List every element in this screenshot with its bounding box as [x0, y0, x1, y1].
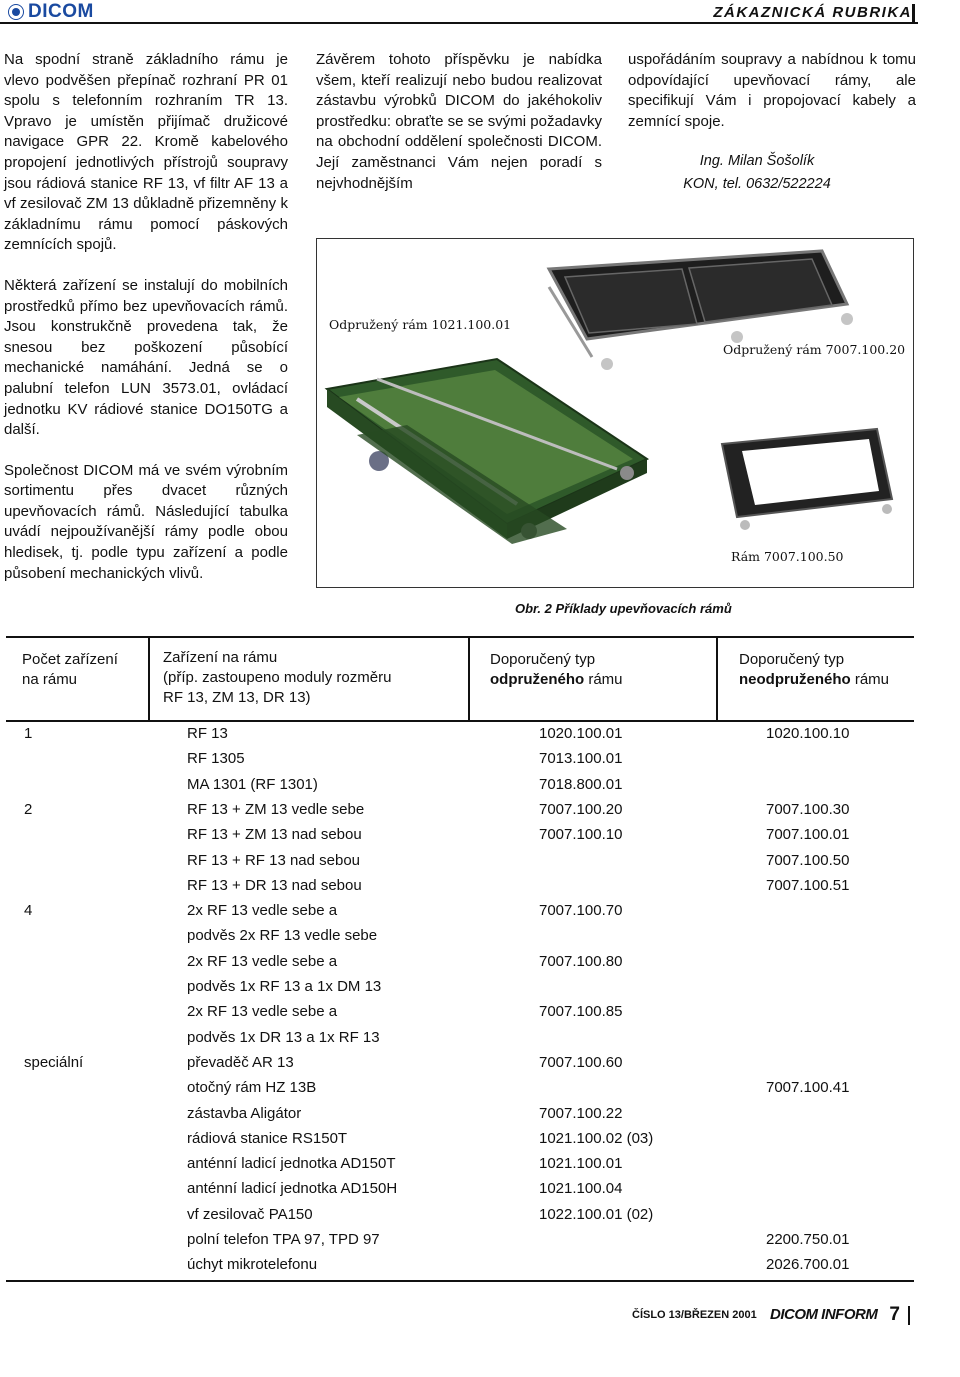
- table-row: [6, 1202, 914, 1227]
- cell-count: 4: [24, 902, 33, 920]
- header-divider: [468, 638, 470, 720]
- frames-illustration: [317, 239, 913, 587]
- cell-device: RF 13 + ZM 13 vedle sebe: [187, 800, 365, 818]
- cell-device: zástavba Aligátor: [187, 1104, 302, 1122]
- column-1: [4, 50, 288, 604]
- cell-sprung: 1022.100.01 (02): [539, 1205, 654, 1223]
- magazine-name: DICOM INFORM: [770, 1306, 878, 1323]
- cell-device: úchyt mikrotelefonu: [187, 1256, 318, 1274]
- cell-unsprung: 1020.100.10: [766, 725, 850, 742]
- col1-paragraph-2: Některá zařízení se instalují do mobilních prostředků přímo bez upevňovacích rámů. Jsou konstrukčně provedena tak, že snesou bez poškození působící mechanické namáhání. Jedná se o palubní telefon LUN 3573.01, ovládací jednotku KV rádiové stanice DO150TG a další.: [4, 276, 288, 439]
- col2-paragraph-1: Závěrem tohoto příspěvku je nabídka všem, kteří realizují nebo budou realizovat zástavbu výrobků DICOM do jakéhokoliv prostředku: obraťte se se svými požadavky na obchodní oddělení společnosti DICOM. Její zaměstnanci Vám nejen poradí s nejvhodnějším: [316, 51, 602, 192]
- table-row: [6, 1050, 914, 1075]
- cell-device: podvěs 1x RF 13 a 1x DM 13: [187, 978, 382, 995]
- table-row: [6, 721, 914, 746]
- cell-sprung: 1021.100.04: [539, 1180, 623, 1198]
- black-single-frame-image: [722, 429, 892, 530]
- header-count: Počet zařízení na rámu: [22, 651, 118, 688]
- cell-sprung: 7007.100.60: [539, 1053, 623, 1071]
- frames-photo: [316, 238, 914, 588]
- cell-device: MA 1301 (RF 1301): [187, 775, 318, 793]
- table-row: [6, 1227, 914, 1252]
- col1-paragraph-3: Společnost DICOM má ve svém výrobním sortimentu přes dvacet různých upevňovacích rámů. Následující tabulka uvádí nejpoužívanější rámy podle obou hledisek, tj. podle typu zařízení a podle působení mechanických vlivů.: [4, 461, 288, 582]
- page-footer: [630, 1306, 912, 1326]
- column-3: [628, 50, 916, 152]
- header-end-bar: [912, 4, 915, 24]
- footer-end-bar: [908, 1306, 910, 1325]
- cell-device: rádiová stanice RS150T: [187, 1129, 348, 1147]
- table-row: [6, 1126, 914, 1151]
- cell-sprung: 1021.100.02 (03): [539, 1129, 654, 1147]
- author-name: Ing. Milan Šošolík: [699, 153, 815, 169]
- cell-sprung: 1020.100.01: [539, 725, 623, 742]
- table-row: [6, 1025, 914, 1050]
- page-number: 7: [889, 1304, 900, 1325]
- label-frame-7007-50: Rám 7007.100.50: [731, 549, 844, 564]
- col1-paragraph-1: Na spodní straně základního rámu je vlevo podvěšen přepínač rozhraní PR 01 spolu s telefonním rozhraním TR 13. Vpravo je umístěn přijímač družicové navigace GPR 22. Kromě kabelového propojení jednotlivých přístrojů soupravy jsou rádiová stanice RF 13, vf filtr AF 13 a vf zesilovač ZM 13 důkladně přizemněny k základnímu rámu pomocí páskových zemnících spojů.: [4, 51, 288, 254]
- cell-count: 2: [24, 800, 33, 818]
- col3-paragraph-1: uspořádáním soupravy a nabídnou k tomu odpovídající upevňovací rámy, ale specifikují Vám i propojovací kabely a zemnící spoje.: [628, 51, 916, 130]
- table-row: [6, 999, 914, 1024]
- cell-count: 1: [24, 725, 33, 742]
- column-2: [316, 50, 602, 214]
- cell-sprung: 7007.100.10: [539, 826, 623, 844]
- cell-device: RF 13 + RF 13 nad sebou: [187, 851, 361, 869]
- table-row: [6, 797, 914, 822]
- table-row: [6, 1252, 914, 1277]
- author-contact: KON, tel. 0632/522224: [683, 176, 831, 192]
- header-unsprung: Doporučený typ neodpruženého rámu: [739, 651, 890, 688]
- header-sprung: Doporučený typ odpruženého rámu: [490, 651, 623, 688]
- cell-device: podvěs 1x DR 13 a 1x RF 13: [187, 1028, 380, 1046]
- cell-device: RF 1305: [187, 750, 245, 768]
- cell-device: RF 13 + DR 13 nad sebou: [187, 876, 362, 894]
- cell-device: RF 13 + ZM 13 nad sebou: [187, 826, 362, 844]
- cell-unsprung: 7007.100.51: [766, 876, 850, 894]
- cell-device: otočný rám HZ 13B: [187, 1079, 317, 1097]
- table-row: [6, 974, 914, 999]
- issue-label: ČÍSLO 13/BŘEZEN 2001: [632, 1309, 757, 1321]
- section-rubric: ZÁKAZNICKÁ RUBRIKA: [713, 4, 912, 21]
- table-row: [6, 822, 914, 847]
- dicom-logo-icon: [8, 4, 24, 20]
- table-row: [6, 898, 914, 923]
- table-header: [6, 636, 914, 722]
- cell-sprung: 7007.100.20: [539, 800, 623, 818]
- cell-unsprung: 2026.700.01: [766, 1256, 850, 1274]
- label-sprung-frame-1021: Odpružený rám 1021.100.01: [329, 317, 512, 332]
- author-signature: [628, 150, 886, 196]
- table-row: [6, 1075, 914, 1100]
- figure-caption: Obr. 2 Příklady upevňovacích rámů: [515, 601, 732, 616]
- table-row: [6, 848, 914, 873]
- table-row: [6, 1151, 914, 1176]
- table-row: [6, 923, 914, 948]
- table-bottom-rule: [6, 1280, 914, 1282]
- table-row: [6, 772, 914, 797]
- cell-device: anténní ladicí jednotka AD150T: [187, 1155, 396, 1173]
- table-row: [6, 949, 914, 974]
- cell-unsprung: 7007.100.30: [766, 800, 850, 818]
- cell-unsprung: 2200.750.01: [766, 1231, 850, 1248]
- header-divider: [148, 638, 150, 720]
- table-row: [6, 746, 914, 771]
- cell-sprung: 7007.100.22: [539, 1104, 623, 1122]
- cell-sprung: 7007.100.70: [539, 902, 623, 920]
- cell-device: 2x RF 13 vedle sebe a: [187, 952, 338, 970]
- dicom-logo-text: DICOM: [28, 1, 94, 22]
- cell-device: podvěs 2x RF 13 vedle sebe: [187, 927, 378, 945]
- cell-device: vf zesilovač PA150: [187, 1205, 313, 1223]
- label-sprung-frame-7007-20: Odpružený rám 7007.100.20: [723, 342, 906, 357]
- cell-device: RF 13: [187, 725, 228, 742]
- cell-unsprung: 7007.100.41: [766, 1079, 850, 1097]
- cell-device: anténní ladicí jednotka AD150H: [187, 1180, 398, 1198]
- header-device: Zařízení na rámu (příp. zastoupeno moduly rozměru RF 13, ZM 13, DR 13): [163, 649, 392, 706]
- cell-sprung: 7007.100.85: [539, 1003, 623, 1021]
- table-row: [6, 1176, 914, 1201]
- cell-device: 2x RF 13 vedle sebe a: [187, 902, 338, 920]
- dicom-logo: [8, 3, 94, 21]
- cell-sprung: 1021.100.01: [539, 1155, 623, 1173]
- cell-unsprung: 7007.100.01: [766, 826, 850, 844]
- cell-sprung: 7013.100.01: [539, 750, 623, 768]
- cell-count: speciální: [24, 1053, 84, 1071]
- frames-table: [6, 636, 914, 1282]
- cell-unsprung: 7007.100.50: [766, 851, 850, 869]
- cell-device: převaděč AR 13: [187, 1053, 294, 1071]
- cell-sprung: 7007.100.80: [539, 952, 623, 970]
- cell-sprung: 7018.800.01: [539, 775, 623, 793]
- cell-device: 2x RF 13 vedle sebe a: [187, 1003, 338, 1021]
- header-rule: [0, 22, 918, 24]
- header-divider: [716, 638, 718, 720]
- green-sprung-frame-image: [327, 359, 647, 544]
- table-row: [6, 1101, 914, 1126]
- cell-device: polní telefon TPA 97, TPD 97: [187, 1231, 380, 1248]
- table-row: [6, 873, 914, 898]
